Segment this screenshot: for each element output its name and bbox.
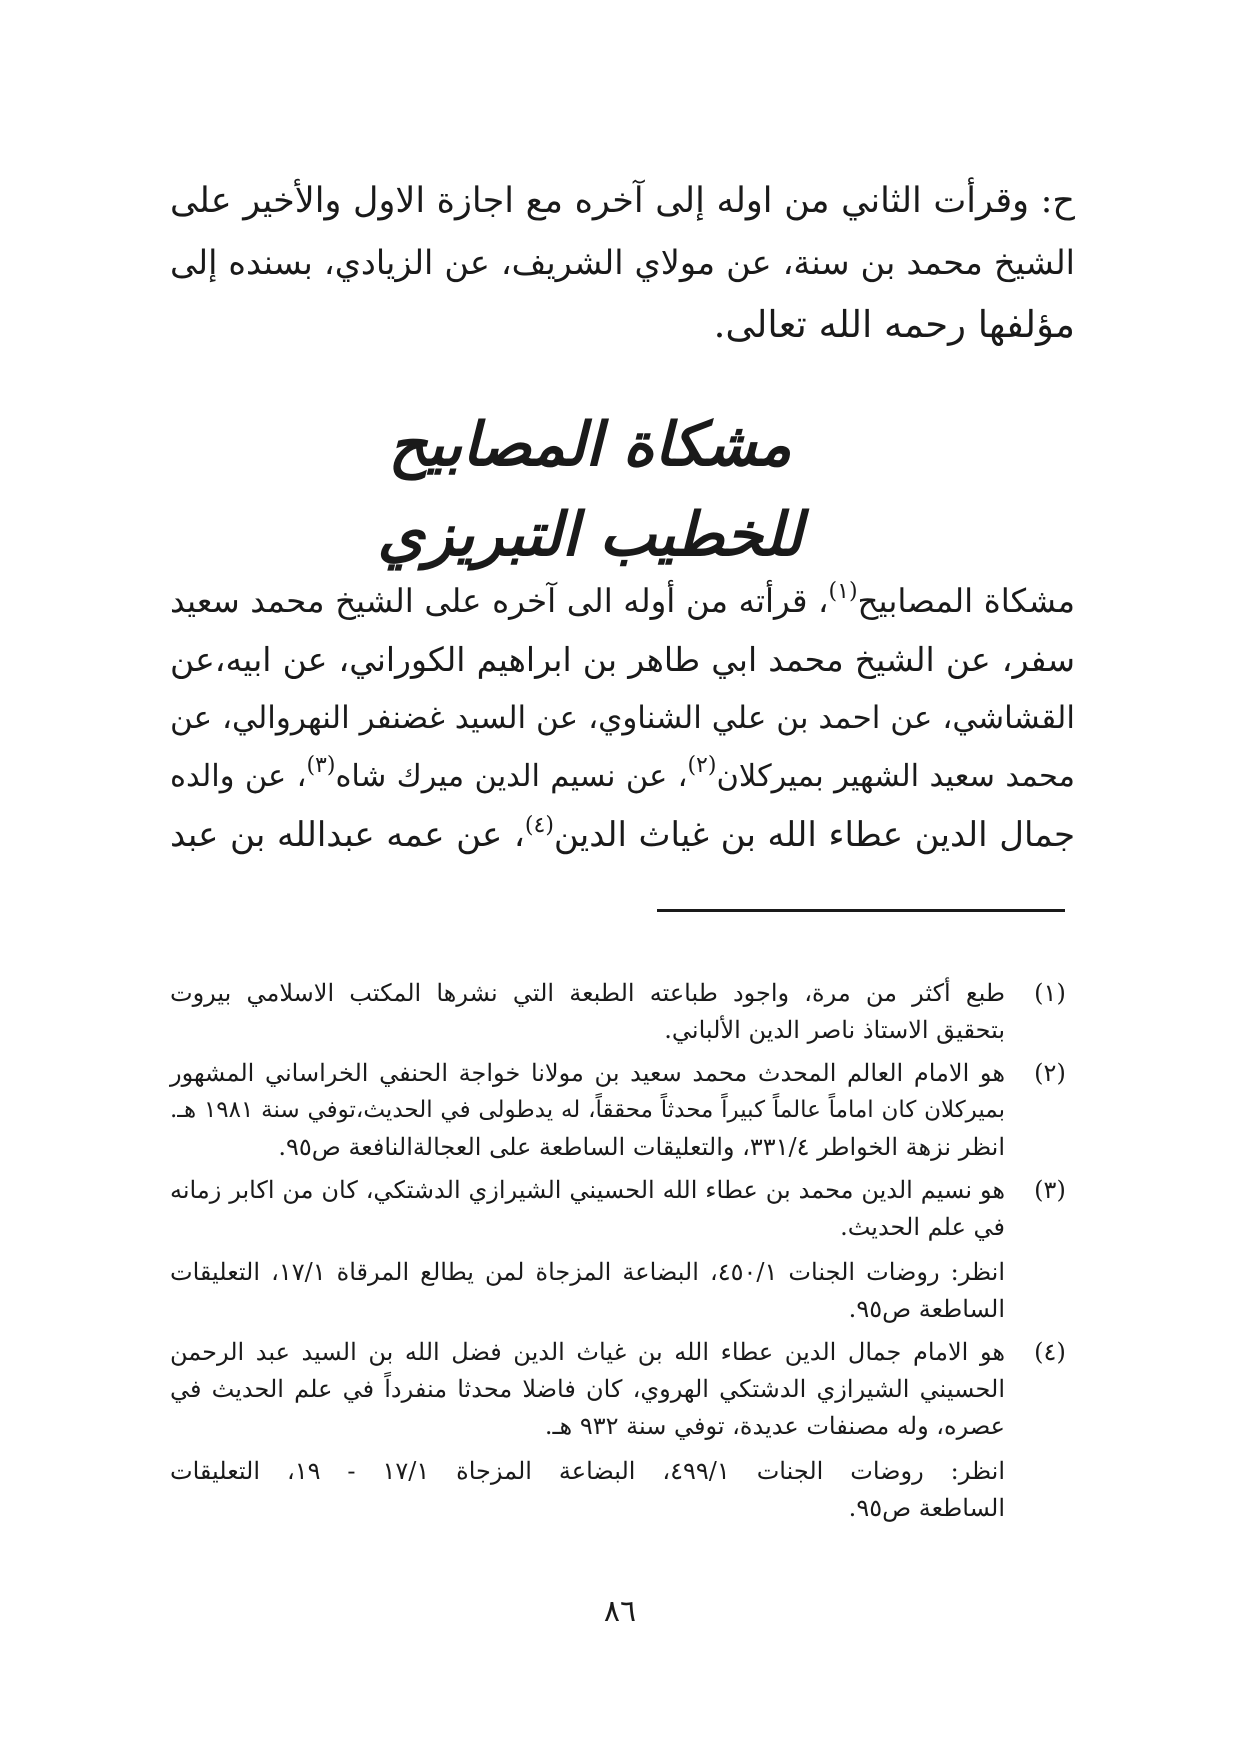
main-line [170, 689, 1075, 748]
main-line-text: ، عن نسيم الدين ميرك شاه [335, 758, 688, 794]
footnote-line: انظر نزهة الخواطر ٣٣١/٤، والتعليقات الساطعة على العجالةالنافعة ص٩٥. [278, 1133, 1005, 1161]
footnote-text [170, 1334, 1005, 1527]
footnote-line: طبع أكثر من مرة، واجود طباعته الطبعة التي نشرها المكتب الاسلامي بيروت [170, 979, 1005, 1007]
footnote-line: الساطعة ص٩٥. [848, 1295, 1005, 1323]
main-line [170, 806, 1075, 865]
main-line-text: مشكاة المصابيح [857, 582, 1075, 620]
page-number: ٨٦ [603, 1594, 637, 1629]
main-line-text: سفر، عن الشيخ محمد ابي طاهر بن ابراهيم الكوراني، عن ابيه،عن [170, 639, 1075, 679]
main-line [170, 748, 1075, 807]
footnote-line: هو الامام جمال الدين عطاء الله بن غياث الدين فضل الله بن السيد عبد الرحمن [170, 1338, 1005, 1366]
main-line-text: ، عن والده [170, 758, 307, 794]
intro-line: ح: وقرأت الثاني من اوله إلى آخره مع اجازة الاول والأخير على [170, 181, 1075, 221]
footnote-number: (١) [1034, 979, 1066, 1007]
footnote-number: (٤) [1034, 1338, 1066, 1366]
footnote-line: بتحقيق الاستاذ ناصر الدين الألباني. [664, 1016, 1005, 1044]
main-line-text: محمد سعيد الشهير بميركلان [716, 758, 1075, 794]
footnote-reference: (١) [828, 579, 858, 604]
footnote-line: انظر: روضات الجنات ٤٥٠/١، البضاعة المزجاة لمن يطالع المرقاة ١٧/١، التعليقات [170, 1258, 1005, 1286]
footnote-line: الساطعة ص٩٥. [848, 1494, 1005, 1522]
footnote-item [170, 975, 1075, 1049]
footnote-reference: (٤) [524, 813, 554, 838]
footnote-line: هو نسيم الدين محمد بن عطاء الله الحسيني الشيرازي الدشتكي، كان من اكابر زمانه [170, 1176, 1005, 1204]
footnote-line: الحسيني الشيرازي الدشتكي الهروي، كان فاضلا محدثا منفرداً في علم الحديث في [170, 1375, 1005, 1403]
footnote-reference: (٢) [687, 752, 717, 778]
main-line-text: جمال الدين عطاء الله بن غياث الدين [553, 815, 1075, 855]
intro-line: الشيخ محمد بن سنة، عن مولاي الشريف، عن الزيادي، بسنده إلى [170, 243, 1075, 282]
intro-paragraph [170, 170, 1075, 356]
footnotes-section [170, 975, 1075, 1533]
footnote-item [170, 1172, 1075, 1328]
intro-line: مؤلفها رحمه الله تعالى. [713, 303, 1075, 346]
main-line-text: ، قرأته من أوله الى آخره على الشيخ محمد سعيد [170, 582, 829, 620]
main-line [170, 631, 1075, 690]
footnote-text [170, 975, 1005, 1049]
main-line-text: القشاشي، عن احمد بن علي الشناوي، عن السيد غضنفر النهروالي، عن [170, 700, 1075, 736]
footnote-number: (٢) [1034, 1059, 1066, 1087]
footnote-line: بميركلان كان اماماً عالماً كبيراً محدثاً محققاً، له يدطولى في الحديث،توفي سنة ١٩٨١ هـ. [170, 1097, 1005, 1123]
footnote-line: هو الامام العالم المحدث محمد سعيد بن مولانا خواجة الحنفي الخراساني المشهور [170, 1059, 1005, 1087]
footnote-item [170, 1334, 1075, 1527]
main-paragraph [170, 572, 1075, 865]
footnote-number: (٣) [1034, 1176, 1066, 1204]
footnote-divider [657, 909, 1065, 912]
footnote-line: عصره، وله مصنفات عديدة، توفي سنة ٩٣٢ هـ. [544, 1412, 1005, 1440]
main-line [170, 572, 1075, 631]
footnote-line: في علم الحديث. [840, 1213, 1005, 1241]
main-line-text: ، عن عمه عبدالله بن عبد [170, 815, 525, 855]
footnote-reference: (٣) [306, 752, 336, 778]
footnote-text [170, 1055, 1005, 1166]
footnote-line: انظر: روضات الجنات ٤٩٩/١، البضاعة المزجاة ١٧/١ - ١٩، التعليقات [170, 1457, 1005, 1485]
footnote-item [170, 1055, 1075, 1166]
footnote-text [170, 1172, 1005, 1328]
section-heading: مشكاة المصابيح للخطيب التبريزي [377, 410, 803, 570]
